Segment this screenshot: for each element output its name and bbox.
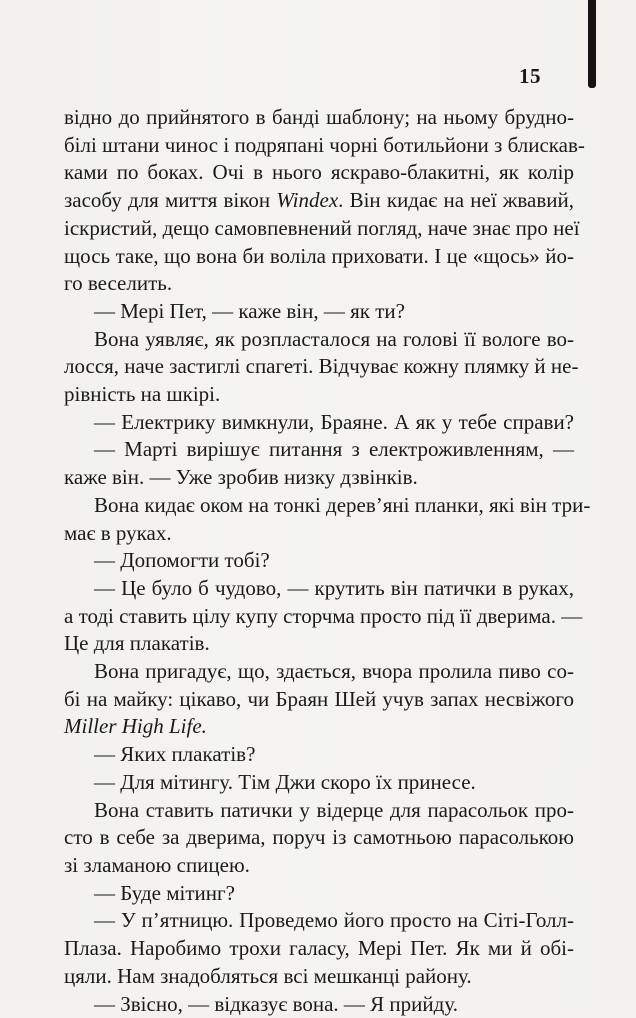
dialogue-line: — Допомогти тобі? bbox=[64, 547, 574, 575]
dialogue-line: — Для мітингу. Тім Джи скоро їх принесе. bbox=[64, 769, 574, 797]
body-text bbox=[64, 104, 574, 1018]
text-line: щось таке, що вона би воліла приховати. І це «щось» йо- bbox=[64, 243, 574, 271]
dialogue-line: — Буде мітинг? bbox=[64, 880, 574, 908]
text-line: бі на майку: цікаво, чи Браян Шей учув запах несвіжого bbox=[64, 686, 574, 714]
text-line: має в руках. bbox=[64, 520, 574, 548]
paragraph-start: Вона ставить патички у відерце для парасольок про- bbox=[64, 797, 574, 825]
text-line: рівність на шкірі. bbox=[64, 381, 574, 409]
text-line: Плаза. Наробимо трохи галасу, Мері Пет. Як ми й обі- bbox=[64, 935, 574, 963]
text-segment: . Він кидає на неї жвавий, bbox=[338, 188, 574, 212]
dialogue-line: — Звісно, — відказує вона. — Я прийду. bbox=[64, 991, 574, 1018]
text-line bbox=[64, 187, 574, 215]
text-line: го веселить. bbox=[64, 270, 574, 298]
page-number: 15 bbox=[519, 64, 541, 89]
text-line: ками по боках. Очі в нього яскраво-блакитні, як колір bbox=[64, 159, 574, 187]
text-line: цяли. Нам знадобляться всі мешканці району. bbox=[64, 963, 574, 991]
dialogue-line: — Мері Пет, — каже він, — як ти? bbox=[64, 298, 574, 326]
dialogue-line: — Яких плакатів? bbox=[64, 741, 574, 769]
paragraph-start: Вона кидає оком на тонкі дерев’яні планки, які він три- bbox=[64, 492, 574, 520]
text-line: лосся, наче застиглі спагеті. Відчуває кожну плямку й не- bbox=[64, 353, 574, 381]
page-edge-marker bbox=[588, 0, 596, 88]
text-line: білі штани чинос і подряпані чорні ботильйони з блискав- bbox=[64, 132, 574, 160]
text-line: сто в себе за дверима, поруч із самотньою парасолькою bbox=[64, 824, 574, 852]
text-line: зі зламаною спицею. bbox=[64, 852, 574, 880]
text-line: іскристий, дещо самовпевнений погляд, наче знає про неї bbox=[64, 215, 574, 243]
brand-name-windex: Windex bbox=[276, 188, 338, 212]
text-line: відно до прийнятого в банді шаблону; на ньому брудно- bbox=[64, 104, 574, 132]
paragraph-start: Вона уявляє, як розпласталося на голові її вологе во- bbox=[64, 326, 574, 354]
dialogue-line: — Марті вирішує питання з електроживленням, — bbox=[64, 436, 574, 464]
dialogue-line: — У п’ятницю. Проведемо його просто на Сіті-Голл- bbox=[64, 907, 574, 935]
text-line: Це для плакатів. bbox=[64, 630, 574, 658]
text-line: каже він. — Уже зробив низку дзвінків. bbox=[64, 464, 574, 492]
paragraph-start: Вона пригадує, що, здається, вчора пролила пиво со- bbox=[64, 658, 574, 686]
brand-name-miller: Miller High Life. bbox=[64, 713, 574, 741]
text-line: а тоді ставить цілу купу сторчма просто під її дверима. — bbox=[64, 603, 574, 631]
dialogue-line: — Електрику вимкнули, Браяне. А як у тебе справи? bbox=[64, 409, 574, 437]
text-segment: засобу для миття вікон bbox=[64, 188, 276, 212]
dialogue-line: — Це було б чудово, — крутить він патички в руках, bbox=[64, 575, 574, 603]
